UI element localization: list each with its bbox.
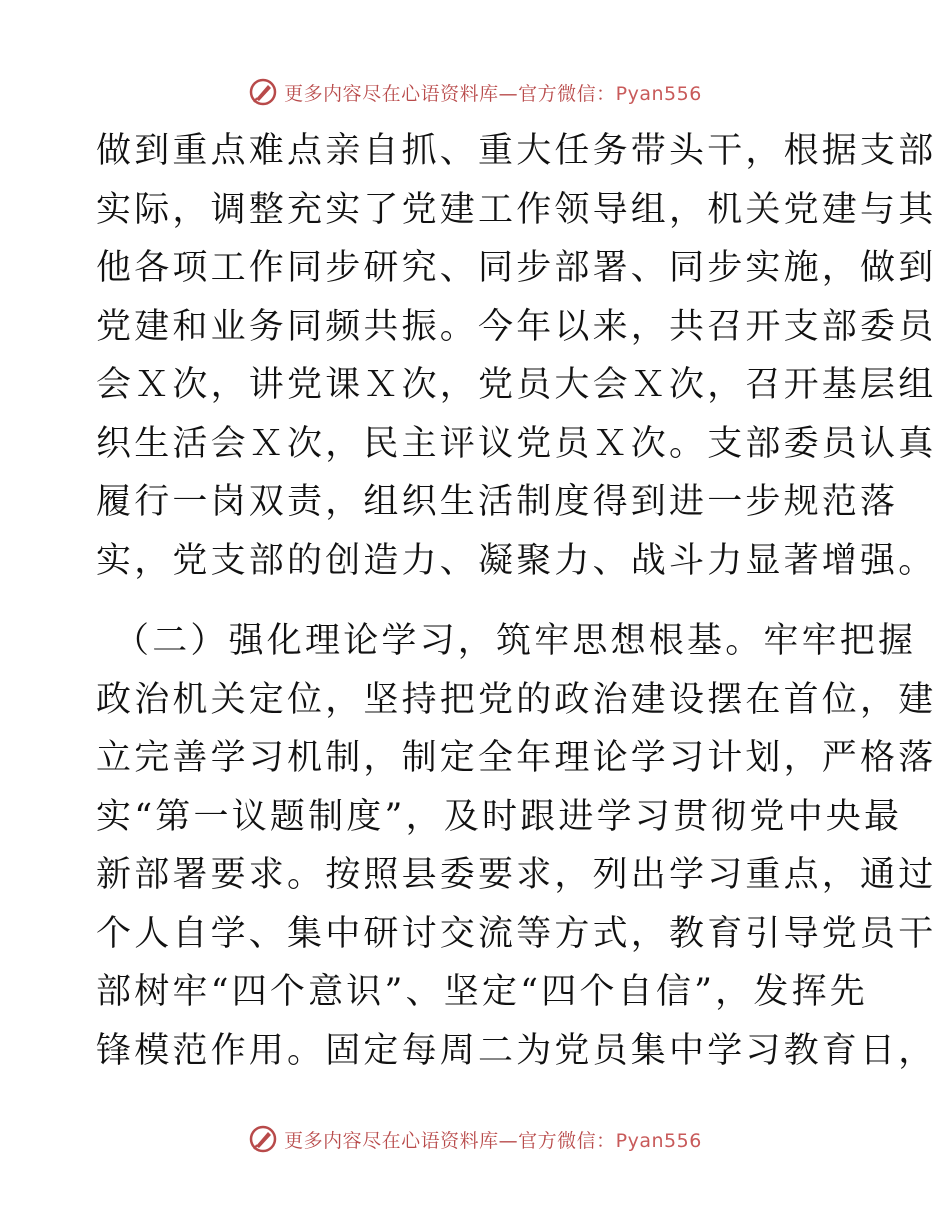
text-line: 实，党支部的创造力、凝聚力、战斗力显著增强。 — [96, 540, 937, 581]
section-heading-line: （二）强化理论学习，筑牢思想根基。牢牢把握 — [114, 621, 917, 661]
text-line: 会Ｘ次，讲党课Ｘ次，党员大会Ｘ次，召开基层组 — [96, 365, 937, 405]
footer-watermark — [0, 1117, 950, 1161]
text-line: 个人自学、集中研讨交流等方式，教育引导党员干 — [96, 913, 937, 954]
watermark-label: 更多内容尽在心语资料库—官方微信： — [284, 82, 616, 105]
text-line: 履行一岗双责，组织生活制度得到进一步规范落 — [96, 482, 899, 522]
paragraph-2 — [96, 612, 937, 1080]
watermark-handle: Pyan556 — [615, 1129, 702, 1152]
text-line: 他各项工作同步研究、同步部署、同步实施，做到 — [96, 248, 937, 288]
text-line: 政治机关定位，坚持把党的政治建设摆在首位，建 — [96, 679, 937, 720]
watermark-label: 更多内容尽在心语资料库—官方微信： — [284, 1129, 616, 1152]
watermark-text — [284, 1126, 702, 1153]
text-line: 新部署要求。按照县委要求，列出学习重点，通过 — [96, 855, 937, 895]
text-line: 实“第一议题制度”，及时跟进学习贯彻党中央最 — [96, 796, 903, 837]
text-line: 部树牢“四个意识”、坚定“四个自信”，发挥先 — [96, 972, 868, 1012]
document-body — [96, 122, 937, 1080]
text-line: 党建和业务同频共振。今年以来，共召开支部委员 — [96, 306, 937, 347]
text-line: 实际，调整充实了党建工作领导组，机关党建与其 — [96, 189, 937, 230]
text-line: 做到重点难点亲自抓、重大任务带头干，根据支部 — [96, 131, 937, 171]
header-watermark — [0, 70, 950, 114]
quill-logo-icon — [248, 1124, 278, 1154]
text-line: 织生活会Ｘ次，民主评议党员Ｘ次。支部委员认真 — [96, 423, 937, 464]
quill-logo-icon — [248, 77, 278, 107]
paragraph-gap — [96, 590, 856, 612]
paragraph-1 — [96, 122, 937, 590]
text-line: 立完善学习机制，制定全年理论学习计划，严格落 — [96, 738, 937, 778]
text-line: 锋模范作用。固定每周二为党员集中学习教育日， — [96, 1030, 937, 1071]
watermark-text — [284, 79, 702, 106]
watermark-handle: Pyan556 — [615, 82, 702, 105]
